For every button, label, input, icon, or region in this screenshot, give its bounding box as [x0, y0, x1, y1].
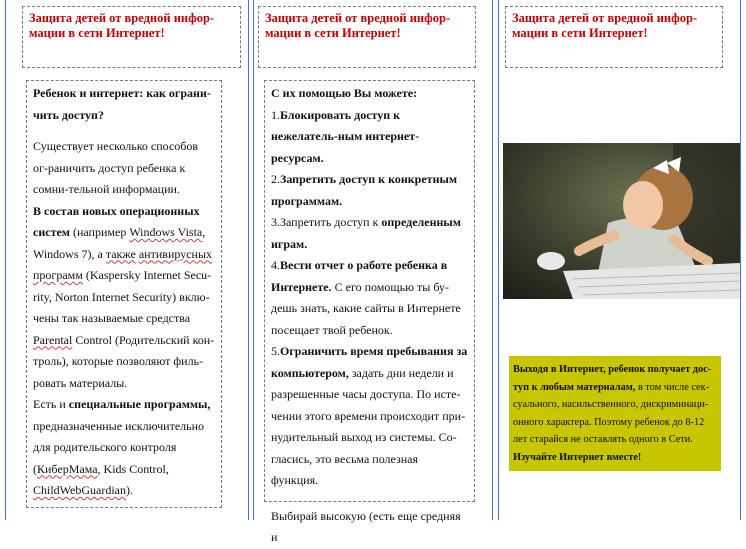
list-item: 1.Блокировать доступ к нежелатель-ным интернет-ресурсам. — [271, 107, 420, 165]
child-at-keyboard-photo — [503, 143, 740, 299]
panel-2-footer: Выбирай высокую (есть еще средняя и — [271, 508, 461, 544]
panel-2-title: С их помощью Вы можете: — [271, 86, 418, 100]
photo-illustration — [503, 143, 740, 299]
panel-1-intro: Существует несколько способов ог-раничить доступ ребенка к сомни-тельной информации. — [33, 139, 199, 196]
panel-1-os-paragraph: В состав новых операционных систем (например Windows Vista, Windows 7), а также антивирусных программ (Kaspersky Internet Secu-rity, Norton Internet Security) вклю-чены так называемые средства Parental Control (Родительский кон-троль), которые позволяют филь-ровать материалы. — [33, 203, 215, 390]
heading-frame-2[interactable] — [258, 6, 476, 68]
heading-frame-1[interactable] — [22, 6, 241, 68]
callout-text: Выходя в Интернет, ребенок получает дос-туп к любым материалам, в том числе сек-суального, насильственного, дискриминаци-онного характера. Поэтому ребенок до 8-12 лет старайся не оставлять одного в Сети. Изучайте Интернет вместе! — [513, 364, 712, 463]
heading-text: Защита детей от вредной инфор-мации в сети Интернет! — [265, 11, 451, 40]
heading-text: Защита детей от вредной инфор-мации в сети Интернет! — [29, 11, 215, 40]
panel-capabilities[interactable] — [264, 80, 475, 544]
panel-parental-control[interactable] — [26, 80, 222, 508]
callout-box — [509, 356, 721, 471]
panel-1-special-paragraph: Есть и специальные программы, предназначенные исключительно для родительского контроля (КиберМама, Kids Control, ChildWebGuardian). — [33, 397, 211, 497]
list-item: 4.Вести отчет о работе ребенка в Интернете. С его помощью ты бу-дешь знать, какие сайты в Интернете посещает твой ребенок. — [271, 258, 461, 337]
column-guide — [248, 0, 249, 520]
heading-text: Защита детей от вредной инфор-мации в сети Интернет! — [512, 11, 698, 40]
panel-1-text — [27, 81, 221, 502]
column-guide — [740, 0, 741, 520]
column-guide — [253, 0, 254, 520]
panel-2-text — [265, 81, 474, 549]
column-guide — [492, 0, 493, 520]
list-item: 3.Запретить доступ к определенным играм. — [271, 215, 461, 251]
list-item: 5.Ограничить время пребывания за компьютером, задать дни недели и разрешенные часы доступа. По исте-чении этого времени происходит при-нудительный выход из системы. Со-гласись, это весьма полезная функция. — [271, 344, 468, 487]
list-item: 2.Запретить доступ к конкретным программам. — [271, 172, 458, 208]
panel-1-title: Ребенок и интернет: как ограни-чить доступ? — [33, 86, 211, 122]
heading-frame-3[interactable] — [505, 6, 723, 68]
column-guide — [5, 0, 6, 520]
column-guide — [498, 0, 499, 520]
